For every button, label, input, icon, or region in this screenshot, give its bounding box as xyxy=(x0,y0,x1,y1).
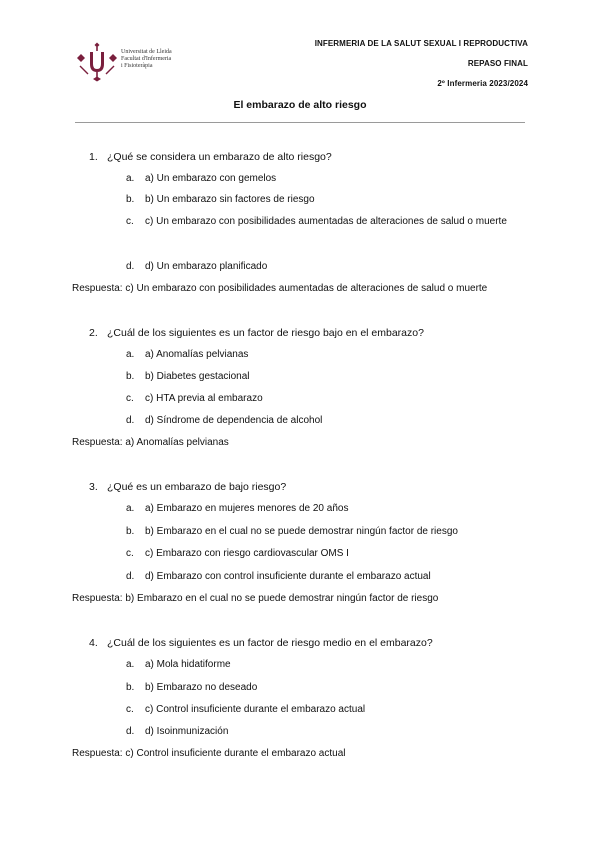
university-logo xyxy=(75,42,205,82)
option-text: d) Isoinmunización xyxy=(145,726,229,737)
answer-option xyxy=(126,388,530,410)
option-text: d) Síndrome de dependencia de alcohol xyxy=(145,415,323,426)
option-text: a) Mola hidatiforme xyxy=(145,659,231,670)
answer-option xyxy=(126,366,530,388)
answer-text: Respuesta: a) Anomalías pelvianas xyxy=(72,437,229,448)
answer-option xyxy=(126,256,530,278)
answer-option xyxy=(126,168,530,190)
question-text: ¿Qué es un embarazo de bajo riesgo? xyxy=(107,481,287,493)
option-text: b) Embarazo en el cual no se puede demostrar ningún factor de riesgo xyxy=(145,526,458,537)
option-letter: c. xyxy=(126,216,134,227)
question-text: ¿Qué se considera un embarazo de alto riesgo? xyxy=(107,151,332,163)
option-text: c) HTA previa al embarazo xyxy=(145,393,263,404)
option-text: d) Un embarazo planificado xyxy=(145,261,268,272)
question-number: 4. xyxy=(89,637,98,649)
option-letter: a. xyxy=(126,173,135,184)
answer-option xyxy=(126,211,530,233)
academic-year: 2º Infermeria 2023/2024 xyxy=(437,79,528,88)
answer-option xyxy=(126,521,530,543)
logo-line: Universitat de Lleida xyxy=(121,49,172,55)
option-text: c) Embarazo con riesgo cardiovascular OMS I xyxy=(145,548,349,559)
option-letter: d. xyxy=(126,261,135,272)
answer-text: Respuesta: c) Control insuficiente durante el embarazo actual xyxy=(72,748,346,759)
option-letter: a. xyxy=(126,659,135,670)
option-letter: b. xyxy=(126,194,135,205)
answer-option xyxy=(126,677,530,699)
option-text: d) Embarazo con control insuficiente durante el embarazo actual xyxy=(145,571,431,582)
logo-text xyxy=(121,49,172,70)
option-letter: c. xyxy=(126,704,134,715)
option-text: a) Un embarazo con gemelos xyxy=(145,173,277,184)
option-text: b) Embarazo no deseado xyxy=(145,682,258,693)
answer-option xyxy=(126,344,530,366)
option-letter: a. xyxy=(126,503,135,514)
course-name: INFERMERIA DE LA SALUT SEXUAL I REPRODUCTIVA xyxy=(314,39,528,48)
answer-option xyxy=(126,189,530,211)
title-divider xyxy=(75,122,525,123)
option-text: a) Embarazo en mujeres menores de 20 años xyxy=(145,503,349,514)
option-letter: b. xyxy=(126,526,135,537)
logo-line: i Fisioteràpia xyxy=(121,63,153,69)
option-text: c) Un embarazo con posibilidades aumentadas de alteraciones de salud o muerte xyxy=(145,216,507,227)
option-text: b) Un embarazo sin factores de riesgo xyxy=(145,194,315,205)
option-text: a) Anomalías pelvianas xyxy=(145,349,249,360)
option-letter: b. xyxy=(126,371,135,382)
question-text: ¿Cuál de los siguientes es un factor de riesgo bajo en el embarazo? xyxy=(107,327,424,339)
option-letter: d. xyxy=(126,415,135,426)
option-text: c) Control insuficiente durante el embarazo actual xyxy=(145,704,366,715)
option-letter: d. xyxy=(126,726,135,737)
answer-option xyxy=(126,498,530,520)
question-text: ¿Cuál de los siguientes es un factor de riesgo medio en el embarazo? xyxy=(107,637,433,649)
page-title: El embarazo de alto riesgo xyxy=(233,99,367,111)
question-number: 1. xyxy=(89,151,98,163)
answer-option xyxy=(126,721,530,743)
answer-text: Respuesta: c) Un embarazo con posibilidades aumentadas de alteraciones de salud o muerte xyxy=(72,283,488,294)
option-text: b) Diabetes gestacional xyxy=(145,371,250,382)
answer-option xyxy=(126,410,530,432)
question-number: 2. xyxy=(89,327,98,339)
option-letter: c. xyxy=(126,548,134,559)
option-letter: d. xyxy=(126,571,135,582)
option-letter: b. xyxy=(126,682,135,693)
document-subtitle: REPASO FINAL xyxy=(467,59,528,68)
answer-option xyxy=(126,566,530,588)
logo-line: Facultat d'Infermeria xyxy=(121,56,172,62)
question-number: 3. xyxy=(89,481,98,493)
answer-option xyxy=(126,699,530,721)
answer-option xyxy=(126,543,530,565)
answer-text: Respuesta: b) Embarazo en el cual no se puede demostrar ningún factor de riesgo xyxy=(72,593,439,604)
option-letter: a. xyxy=(126,349,135,360)
answer-option xyxy=(126,654,530,676)
university-crest-icon xyxy=(75,42,119,82)
option-letter: c. xyxy=(126,393,134,404)
